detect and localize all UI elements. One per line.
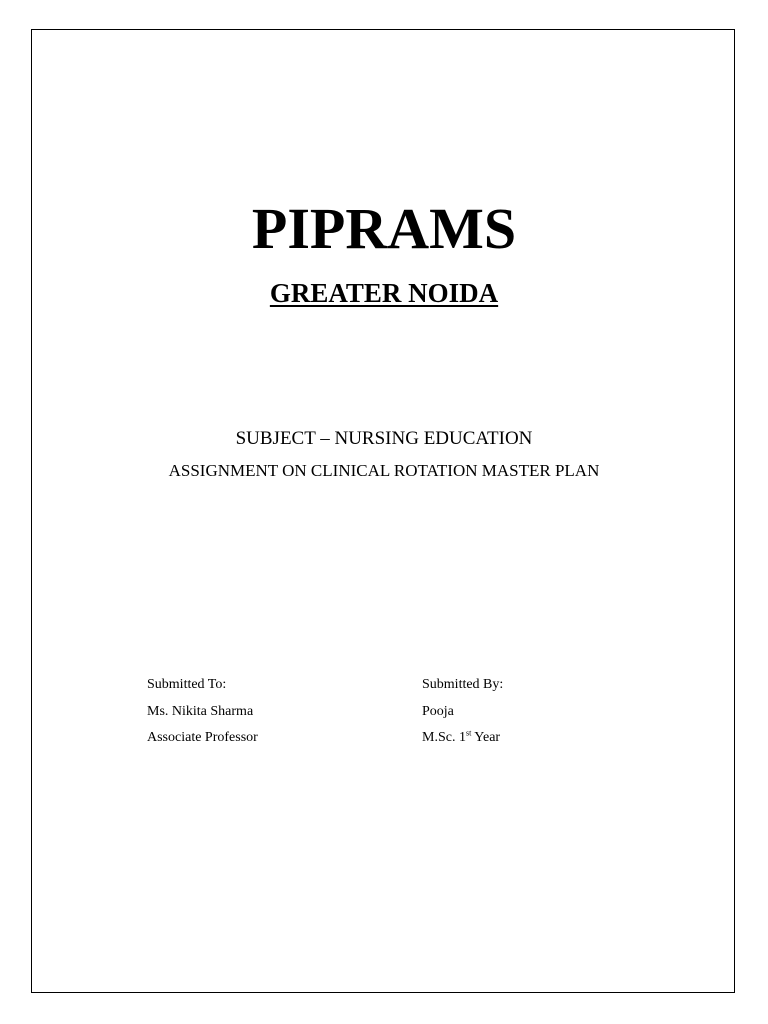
submitted-by-label: Submitted By: [422,677,504,692]
course-name: M.Sc. 1 [422,730,466,745]
submitted-by-name: Pooja [422,704,454,719]
assignment-title: ASSIGNMENT ON CLINICAL ROTATION MASTER PLAN [168,461,600,480]
institution-location [0,277,768,309]
submitted-to-designation: Associate Professor [147,730,258,745]
course-ordinal: st [465,728,472,738]
institution-title: PIPRAMS [251,196,517,261]
submitted-by-course [422,729,500,747]
submitted-to-name: Ms. Nikita Sharma [147,704,254,719]
location-text: GREATER NOIDA [269,278,499,308]
page-border [31,29,735,993]
subject-line: SUBJECT – NURSING EDUCATION [235,428,533,449]
course-suffix: Year [471,730,501,745]
submitted-to-label: Submitted To: [147,677,227,692]
